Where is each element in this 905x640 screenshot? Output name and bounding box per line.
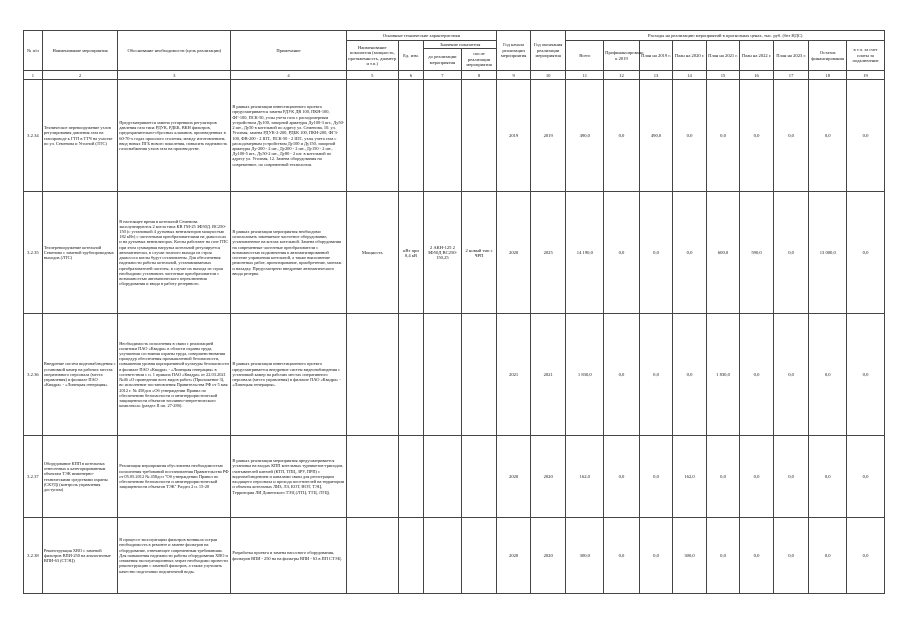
column-number: 14 (673, 71, 707, 80)
column-number: 1 (24, 71, 43, 80)
header-plan-2020: План на 2020 г. (673, 41, 707, 71)
row-fee: 0,0 (847, 518, 885, 594)
row-plan-2021: 0,0 (706, 436, 740, 518)
table-row (24, 314, 885, 436)
row-name: Техперевооружение котельной Семенова с заменой трубопроводных выходов (ЛТС) (42, 192, 117, 314)
row-justification: В процессе эксплуатации фильтров возникла острая необходимость в ремонте и замене фильтров на оборудование, отвечающее современным требованиям. Для повышения надежности работы оборудования ХВО и снижения эксплуатационных затрат необходимо провести реконструкцию с заменой фильтров, а также улучшить качество подготовки подпиточной воды. (118, 518, 231, 594)
row-plan-2022: 0,0 (740, 518, 774, 594)
header-tech-group: Основные технические характеристики (346, 31, 497, 41)
header-plan-2019: План на 2019 г. (639, 41, 673, 71)
row-justification: Необходимость исполнения в связи с реализацией политики ПАО «Квадра» в области охраны труда, улучшения состояния охраны труда, совершенствования процедур обеспечения промышленной безопасности, повышения уровня корпоративной культуры безопасности в филиале ПАО «Квадра» - «Липецкая генерация» в соответствии с п. 1 приказа ПАО «Квадра» от 22.03.2021 №46 «О проведении всех видов работ» (Приложение 3), во исполнение постановления Правительства РФ от 5 мая 2012 г. № 458дсп «Об утверждении Правил по обеспечению безопасности и антитеррористической защищенности объектов топливно-энергетического комплекса» (раздел II пп. 27-28б). (118, 314, 231, 436)
table-row (24, 518, 885, 594)
row-before (424, 314, 462, 436)
column-number: 2 (42, 71, 117, 80)
column-number: 10 (530, 71, 566, 80)
row-plan-2021: 600,0 (706, 192, 740, 314)
column-number: 9 (497, 71, 531, 80)
row-note: В рамках реализации мероприятия необходимо использовать заменяемое частотное оборудование, установленное на котлах котельной. Замена оборудования на современные частотные преобразователи с возможностью подключения к автоматизированной системе управления котельной, а также выполнение ремонтных работ, проектирование, приобретение, монтаж и наладку. Предусмотрено внедрение автоматического ввода резерва. (231, 192, 346, 314)
row-after (461, 314, 497, 436)
row-end: 2021 (530, 314, 566, 436)
row-total: 162,0 (566, 436, 604, 518)
row-plan-2019: 0,0 (639, 314, 673, 436)
row-start: 2020 (497, 518, 531, 594)
row-start: 2019 (497, 80, 531, 192)
row-char-name: Мощность (346, 192, 398, 314)
row-char-name (346, 80, 398, 192)
row-total: 1 830,0 (566, 314, 604, 436)
row-before (424, 518, 462, 594)
row-plan-2023: 0,0 (773, 518, 809, 594)
row-unit (398, 518, 423, 594)
table-row (24, 436, 885, 518)
row-remaining: 0,0 (809, 80, 847, 192)
row-num: 3.2.36 (24, 314, 43, 436)
row-total: 14 190,0 (566, 192, 604, 314)
row-char-name (346, 436, 398, 518)
column-number: 11 (566, 71, 604, 80)
row-note: Разработка проекта и замена насосного оборудования, фильтров ВПИ - 250 на на фильтры ВПИ - 63 в ПП СТЭЦ. (231, 518, 346, 594)
header-justification: Обоснование необходимости (цель реализации) (118, 31, 231, 71)
column-number: 8 (461, 71, 497, 80)
header-after: после реализации мероприятия (461, 49, 497, 71)
column-number: 12 (604, 71, 640, 80)
column-number: 16 (740, 71, 774, 80)
row-remaining: 0,0 (809, 518, 847, 594)
row-financed: 0,0 (604, 192, 640, 314)
row-name: Реконструкция ХВО с заменой фильтров ВПИ-250 на аналогичные ВПИ-63 (СТЭЦ) (42, 518, 117, 594)
investment-program-table (23, 30, 885, 594)
header-value-group: Значение показателя (424, 41, 497, 49)
row-justification: В настоящее время в котельной Семенова эксплуатируются 2 котла типа КВ ГМ-25 ЗФ50Д. ВС250-150 (с установкой 4 дутьевых вентиляторов мощностью 182 кВт) с частотными преобразователями на дымососах и на дутьевых вентиляторах. Котлы работают на газе ГПС при этом суммарная нагрузка котельной регулируется автоматически, в случае полного выхода из строя дымососа котлы будут остановлены. Для обеспечения надежности работы котельной, устанавливаемых преобразователей частоты, в случае их выхода из строя необходимо установить частотные преобразователи с возможностью автоматического переключения оборудования и ввода в работу резервного. (118, 192, 231, 314)
row-note: В рамках реализации мероприятия предусматривается установка на входах КПП котельных турникетов-триподов, считывателей ключей (КТП, ТПЦ, ЗРУ, ПРП) с видеонаблюдением и каналами связи для регистрации входящего персонала и прохода посетителей на территории и объекты котельных ЛИЗ, ЛЗ, КОТ, НОТ, ТЭЦ, Территория ЛИ Доменского ТЭЦ (ЛТЦ, ТТЦ, ЛТЦ). (231, 436, 346, 518)
row-char-name (346, 314, 398, 436)
column-number: 4 (231, 71, 346, 80)
row-remaining: 13 000,0 (809, 192, 847, 314)
column-number-row (24, 71, 885, 80)
row-plan-2019: 0,0 (639, 436, 673, 518)
row-plan-2020: 162,0 (673, 436, 707, 518)
header-total: Всего (566, 41, 604, 71)
row-financed: 0,0 (604, 436, 640, 518)
row-note: В рамках реализации инвестиционного проекта предусматривается внедрение систем видеонаблюдения с установкой камер на рабочих местах оперативного персонала (места управления) в филиале ПАО «Квадра» - «Липецкая генерация». (231, 314, 346, 436)
row-remaining: 0,0 (809, 436, 847, 518)
row-plan-2023: 0,0 (773, 314, 809, 436)
row-financed: 0,0 (604, 518, 640, 594)
header-plan-2022: План на 2022 г. (740, 41, 774, 71)
column-number: 17 (773, 71, 809, 80)
row-end: 2025 (530, 192, 566, 314)
row-plan-2022: 0,0 (740, 436, 774, 518)
row-justification: Реализация мероприятия обусловлена необходимостью исполнения требований постановления Правительства РФ от 05.05.2012 № 458дсп "Об утверждении Правил по обеспечению безопасности и антитеррористической защищенности объектов ТЭК" Раздел 2 п. 15-20 (118, 436, 231, 518)
row-name: Оборудование КПП в котельных отнесенных к категорированным объектам ТЭК инженерно-техническими средствами охраны (СКУД) (контроль управления доступом) (42, 436, 117, 518)
row-end: 2019 (530, 80, 566, 192)
header-costs-group: Расходы на реализацию мероприятий в прогнозных ценах, тыс. руб. (без НДС) (566, 31, 885, 41)
row-plan-2021: 0,0 (706, 80, 740, 192)
row-before: 2 АКН-125 2 ЗФ50Д ВС250-150,25 (424, 192, 462, 314)
row-before (424, 436, 462, 518)
row-after (461, 518, 497, 594)
row-plan-2021: 1 830,0 (706, 314, 740, 436)
row-plan-2022: 590,0 (740, 192, 774, 314)
row-num: 3.2.38 (24, 518, 43, 594)
header-name: Наименование мероприятия (42, 31, 117, 71)
header-before: до реализации мероприятия (424, 49, 462, 71)
row-plan-2020: 0,0 (673, 314, 707, 436)
row-after: 2 новый тип с ЧРП (461, 192, 497, 314)
row-fee: 0,0 (847, 80, 885, 192)
row-unit: кВт при 0,4 кВ (398, 192, 423, 314)
row-end: 2020 (530, 436, 566, 518)
row-num: 3.2.34 (24, 80, 43, 192)
header-start-year: Год начала реализации мероприятия (497, 31, 531, 71)
row-plan-2023: 0,0 (773, 80, 809, 192)
header-row-1 (24, 31, 885, 41)
row-after (461, 436, 497, 518)
row-justification: Предусматривается замена устаревших регуляторов давления газа типа РДУК, РДБК, ВКН фильтров, предохранительно-сбросных клапанов, произведенных в 60-70-х годах прошлого столетия, между изготовлением, ввод новых ПГБ нового поколения, повысить надежность газоснабжения узлов газа на производстве. (118, 80, 231, 192)
row-plan-2019: 490,0 (639, 80, 673, 192)
row-plan-2023: 0,0 (773, 192, 809, 314)
header-remaining: Остаток финансирования (809, 41, 847, 71)
row-plan-2019: 0,0 (639, 192, 673, 314)
row-total: 490,0 (566, 80, 604, 192)
header-note: Примечание (231, 31, 346, 71)
row-end: 2020 (530, 518, 566, 594)
row-fee: 0,0 (847, 436, 885, 518)
row-name: Техническое перевооружение узлов регулирования давления газа на газопроводе к ГТП в ТТЧ на участке по ул. Семенова и Уголной (ЛТС) (42, 80, 117, 192)
column-number: 18 (809, 71, 847, 80)
row-char-name (346, 518, 398, 594)
row-remaining: 0,0 (809, 314, 847, 436)
header-financed: Профинансировано к 2019 (604, 41, 640, 71)
column-number: 13 (639, 71, 673, 80)
row-plan-2023: 0,0 (773, 436, 809, 518)
header-plan-2023: План на 2023 г. (773, 41, 809, 71)
row-plan-2022: 0,0 (740, 314, 774, 436)
row-plan-2019: 0,0 (639, 518, 673, 594)
row-financed: 0,0 (604, 314, 640, 436)
row-fee: 0,0 (847, 192, 885, 314)
header-plan-2021: План на 2021 г. (706, 41, 740, 71)
row-plan-2020: 300,0 (673, 518, 707, 594)
column-number: 7 (424, 71, 462, 80)
column-number: 3 (118, 71, 231, 80)
header-unit: Ед. изм. (398, 41, 423, 71)
column-number: 15 (706, 71, 740, 80)
row-plan-2021: 0,0 (706, 518, 740, 594)
row-fee: 0,0 (847, 314, 885, 436)
column-number: 6 (398, 71, 423, 80)
row-plan-2022: 0,0 (740, 80, 774, 192)
row-after (461, 80, 497, 192)
row-unit (398, 80, 423, 192)
header-char-name: Наименование показателя (мощность, протяженность, диаметр и т.п.) (346, 41, 398, 71)
header-end-year: Год окончания реализации мероприятия (530, 31, 566, 71)
row-num: 3.2.35 (24, 192, 43, 314)
row-name: Внедрение систем видеонаблюдения с установкой камер на рабочих местах оперативного персонала (места управления) и филиале ПАО «Квадра» - «Липецкая генерация» (42, 314, 117, 436)
row-start: 2020 (497, 192, 531, 314)
row-total: 300,0 (566, 518, 604, 594)
row-start: 2020 (497, 436, 531, 518)
column-number: 19 (847, 71, 885, 80)
row-start: 2021 (497, 314, 531, 436)
row-num: 3.2.37 (24, 436, 43, 518)
row-plan-2020: 0,0 (673, 192, 707, 314)
row-financed: 0,0 (604, 80, 640, 192)
header-fee: в т.ч. за счет платы за подключение (847, 41, 885, 71)
column-number: 5 (346, 71, 398, 80)
row-unit (398, 314, 423, 436)
row-unit (398, 436, 423, 518)
table-row (24, 80, 885, 192)
row-note: В рамках реализации инвестиционного проекта предусматривается замена РДУК ДВ 100, ПКН-100, ФГ-100, ПСК-50, узлы учета газа с расходомерным устройством Ду100, запорной арматуры Ду100-3 шт., Ду50-2 шт., Ду50 в котельной по адресу ул. Семенова, 10. ул. Уголная, замена РДУК-2-200, РДБК 100, ПКН-200, ФГ3-100, ФВ-200 - 2 ШТ., ПСК-50 - 2 ШТ., узлы учета газа с расходомерным устройством Ду100 и Ду150, запорной арматуры Ду-200 - 2 шт., Ду200 - 2 шт., Ду150 - 2 шт., Ду100-5 шт., Ду50-2 шт., Ду80 - 2 шт. в котельной по адресу ул. Уголная, 12. Замена оборудования на современное, по современной технологии. (231, 80, 346, 192)
table-row (24, 192, 885, 314)
header-num: № п/п (24, 31, 43, 71)
row-before (424, 80, 462, 192)
row-plan-2020: 0,0 (673, 80, 707, 192)
